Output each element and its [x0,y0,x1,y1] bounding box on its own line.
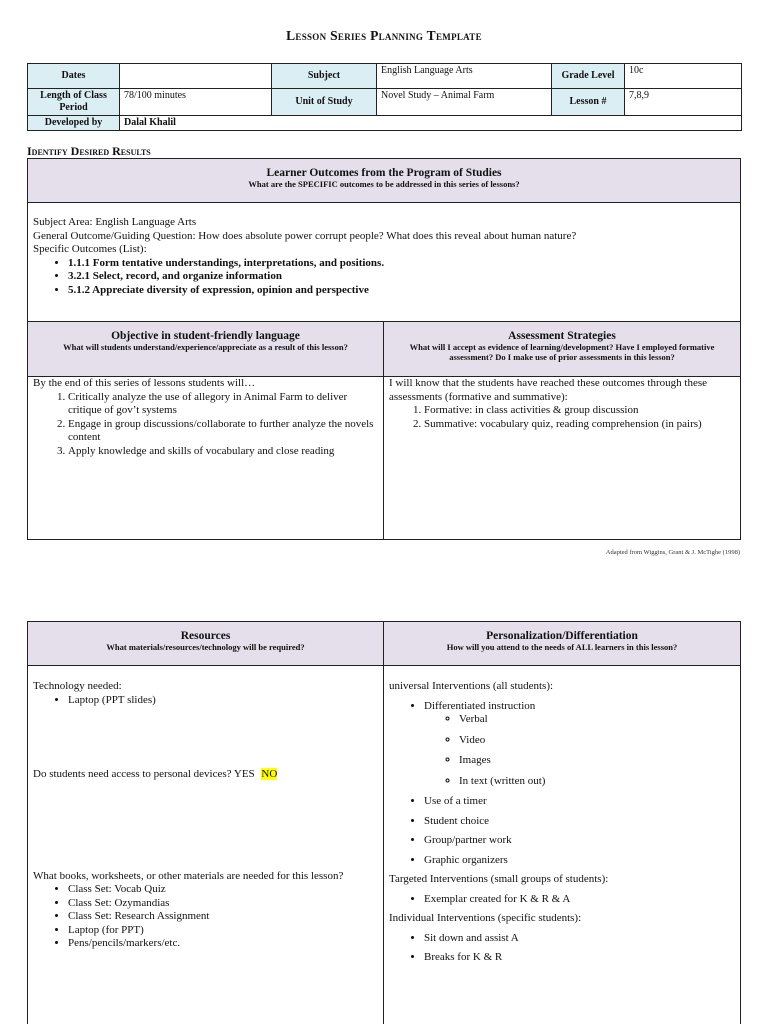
list-item: • Class Set: Ozymandias [68,897,378,911]
unit-value[interactable]: Novel Study – Animal Farm [377,89,552,116]
materials-question: What books, worksheets, or other materials are needed for this lesson? [33,869,344,882]
resources-subheading: What materials/resources/technology will be required? [106,642,305,652]
assessment-content[interactable] [384,377,740,435]
list-item: • Laptop (for PPT) [68,924,378,938]
lesson-info-table [27,63,742,131]
targeted-label: Targeted Interventions (small groups of students): [389,873,609,885]
objective-list [33,391,378,459]
personalization-header [384,622,740,666]
length-value[interactable]: 78/100 minutes [120,89,272,116]
assessment-column [384,322,740,539]
differentiated-label: Differentiated instruction [424,699,536,712]
specific-outcomes-list [33,257,735,298]
resources-personalization-table [27,621,741,1024]
specific-outcomes-label: Specific Outcomes (List): [33,243,147,255]
individual-list [389,932,735,965]
list-item: • Class Set: Vocab Quiz [68,883,378,897]
technology-list [33,694,378,708]
assessment-list [389,404,735,431]
resources-header [28,622,383,666]
assessment-header [384,322,740,377]
subject-value[interactable]: English Language Arts [377,64,552,89]
list-item: • Breaks for K & R [424,951,735,965]
grade-level-value[interactable]: 10c [625,64,742,89]
personalization-column [384,622,740,1024]
list-item: 3. Apply knowledge and skills of vocabulary and close reading [68,445,378,459]
learner-outcomes-heading: Learner Outcomes from the Program of Studies [266,167,502,179]
materials-list [33,883,378,951]
list-item: • Sit down and assist A [424,932,735,946]
lesson-number-value[interactable]: 7,8,9 [625,89,742,116]
list-item: 1. Formative: in class activities & group discussion [424,404,735,418]
list-item: • Graphic organizers [424,854,735,868]
list-item: • Exemplar created for K & R & A [424,893,735,907]
objective-column [28,322,384,539]
list-item: • 3.2.1 Select, record, and organize information [68,270,735,284]
general-outcome: General Outcome/Guiding Question: How does absolute power corrupt people? What does this reveal about human nature? [33,229,577,242]
resources-heading: Resources [180,630,231,642]
dates-value[interactable] [120,64,272,89]
objective-intro: By the end of this series of lessons students will… [33,377,256,389]
universal-label: universal Interventions (all students): [389,680,554,692]
list-item: 1. Critically analyze the use of allegory in Animal Farm to deliver critique of gov’t systems [68,391,378,418]
assessment-intro: I will know that the students have reached these outcomes through these assessments (formative and summative): [389,377,707,403]
list-item: • Class Set: Research Assignment [68,910,378,924]
section-title: Identify Desired Results [27,144,151,158]
personal-devices-question [33,768,378,782]
personalization-content[interactable] [384,666,740,975]
individual-label: Individual Interventions (specific students): [389,912,582,924]
differentiated-sublist [424,713,735,788]
list-item: • Use of a timer [424,795,735,809]
objective-heading: Objective in student-friendly language [111,330,300,342]
assessment-heading: Assessment Strategies [508,330,616,342]
list-item: • 1.1.1 Form tentative understandings, interpretations, and positions. [68,257,735,271]
objective-subheading: What will students understand/experience/appreciate as a result of this lesson? [63,342,348,352]
devices-answer-highlight: NO [261,768,278,780]
objective-header [28,322,383,377]
list-item: ◦ Video [459,734,735,748]
length-label: Length of Class Period [28,89,120,116]
personalization-subheading: How will you attend to the needs of ALL learners in this lesson? [446,642,678,652]
list-item: • Pens/pencils/markers/etc. [68,937,378,951]
list-item: • 5.1.2 Appreciate diversity of expression, opinion and perspective [68,284,735,298]
objective-content[interactable] [28,377,383,462]
unit-label: Unit of Study [272,89,377,116]
list-item: ◦ Images [459,754,735,768]
list-item: ◦ Verbal [459,713,735,727]
developed-by-label: Developed by [28,116,120,131]
subject-area: Subject Area: English Language Arts [33,216,197,228]
learner-outcomes-box [27,158,741,322]
personalization-heading: Personalization/Differentiation [486,630,638,642]
list-item: 2. Summative: vocabulary quiz, reading comprehension (in pairs) [424,418,735,432]
dates-label: Dates [28,64,120,89]
assessment-subheading: What will I accept as evidence of learning/development? Have I employed formative assessment? Do I make use of prior assessments in this lesson? [409,342,715,362]
learner-outcomes-header [28,159,740,203]
objective-assessment-table [27,321,741,540]
universal-list [389,700,735,868]
learner-outcomes-subheading: What are the SPECIFIC outcomes to be addressed in this series of lessons? [248,179,520,189]
list-item [424,700,735,789]
devices-question-text: Do students need access to personal devices? YES [33,768,255,780]
targeted-list [389,893,735,907]
credit-note: Adapted from Wiggins, Grant & J. McTighe (1998) [605,549,740,556]
resources-content[interactable] [28,666,383,955]
lesson-number-label: Lesson # [552,89,625,116]
page-title: Lesson Series Planning Template [286,28,482,43]
list-item: • Group/partner work [424,834,735,848]
subject-label: Subject [272,64,377,89]
technology-label: Technology needed: [33,680,122,692]
list-item: 2. Engage in group discussions/collaborate to further analyze the novels content [68,418,378,445]
learner-outcomes-content[interactable] [28,203,740,301]
list-item: • Laptop (PPT slides) [68,694,378,708]
developed-by-value[interactable]: Dalal Khalil [120,116,742,131]
resources-column [28,622,384,1024]
list-item: ◦ In text (written out) [459,775,735,789]
list-item: • Student choice [424,815,735,829]
grade-level-label: Grade Level [552,64,625,89]
